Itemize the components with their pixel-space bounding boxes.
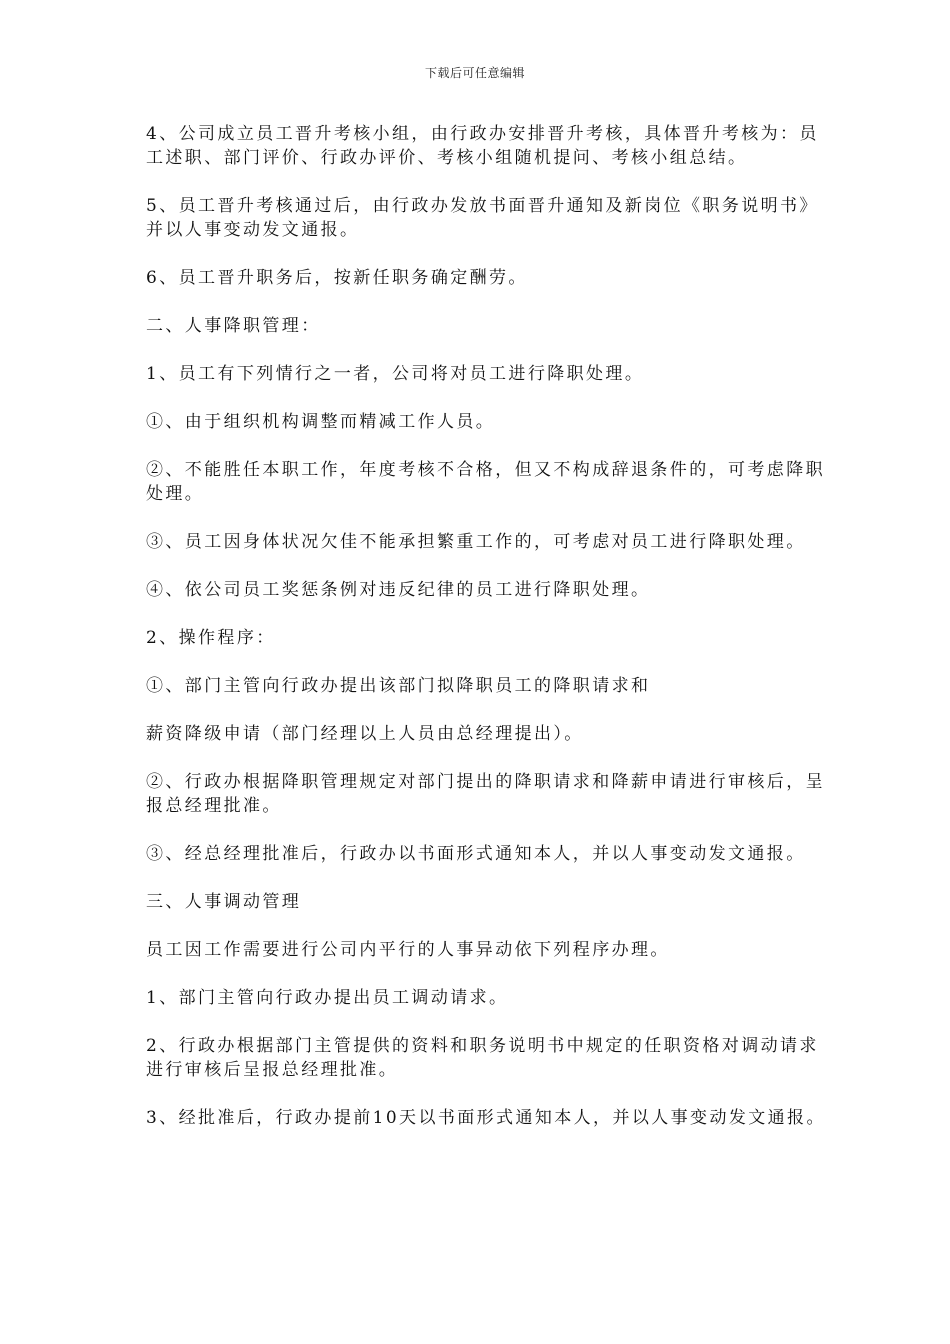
- section-heading: 三、人事调动管理: [146, 892, 302, 912]
- list-item: ①、由于组织机构调整而精减工作人员。: [146, 412, 496, 432]
- list-item: ④、依公司员工奖惩条例对违反纪律的员工进行降职处理。: [146, 580, 651, 600]
- paragraph: 6、员工晋升职务后，按新任职务确定酬劳。: [146, 268, 528, 288]
- list-item: ③、员工因身体状况欠佳不能承担繁重工作的，可考虑对员工进行降职处理。: [146, 532, 806, 552]
- document-body: [146, 122, 826, 1154]
- paragraph: 2、行政办根据部门主管提供的资料和职务说明书中规定的任职资格对调动请求进行审核后呈报总经理批准。: [146, 1036, 819, 1080]
- list-item: ③、经总经理批准后，行政办以书面形式通知本人，并以人事变动发文通报。: [146, 844, 806, 864]
- page-header: 下载后可任意编辑: [424, 66, 525, 80]
- list-item: ②、行政办根据降职管理规定对部门提出的降职请求和降薪申请进行审核后，呈报总经理批准。: [146, 772, 825, 816]
- paragraph: 4、公司成立员工晋升考核小组，由行政办安排晋升考核，具体晋升考核为：员工述职、部门评价、行政办评价、考核小组随机提问、考核小组总结。: [146, 124, 819, 168]
- paragraph: 员工因工作需要进行公司内平行的人事异动依下列程序办理。: [146, 940, 670, 960]
- list-item: ①、部门主管向行政办提出该部门拟降职员工的降职请求和: [146, 676, 651, 696]
- paragraph: 5、员工晋升考核通过后，由行政办发放书面晋升通知及新岗位《职务说明书》并以人事变动发文通报。: [146, 196, 819, 240]
- list-item: ②、不能胜任本职工作，年度考核不合格，但又不构成辞退条件的，可考虑降职处理。: [146, 460, 825, 504]
- paragraph: 薪资降级申请（部门经理以上人员由总经理提出）。: [146, 724, 584, 744]
- paragraph: 3、经批准后，行政办提前10天以书面形式通知本人，并以人事变动发文通报。: [146, 1108, 826, 1128]
- paragraph: 1、员工有下列情行之一者，公司将对员工进行降职处理。: [146, 364, 645, 384]
- section-heading: 二、人事降职管理：: [146, 316, 321, 336]
- paragraph: 1、部门主管向行政办提出员工调动请求。: [146, 988, 509, 1008]
- paragraph: 2、操作程序：: [146, 628, 276, 648]
